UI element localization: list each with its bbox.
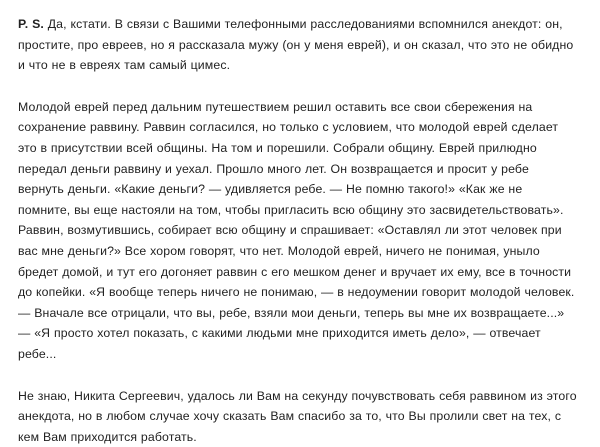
postscript-text: Да, кстати. В связи с Вашими телефонными расследованиями вспомнился анекдот: он, простите, про евреев, но я рассказала мужу (он у меня еврей), и он сказал, что это не обидно и что не в евреях там самый цимес. xyxy=(18,17,573,72)
paragraph-anecdote: Молодой еврей перед дальним путешествием решил оставить все свои сбережения на сохранение раввину. Раввин согласился, но только с условием, что молодой еврей сделает это в присутствии всей общины. На том и порешили. Собрали общину. Еврей прилюдно передал деньги раввину и уехал. Прошло много лет. Он возвращается и просит у ребе вернуть деньги. «Какие деньги? — удивляется ребе. — Не помню такого!» «Как же не помните, вы еще настояли на том, чтобы пригласить всю общину это засвидетельствовать». Раввин, возмутившись, собирает всю общину и спрашивает: «Оставлял ли этот человек при вас мне деньги?» Все хором говорят, что нет. Молодой еврей, ничего не понимая, уныло бредет домой, и тут его догоняет раввин с его мешком денег и вручает их ему, все в точности до копейки. «Я вообще теперь ничего не понимаю, — в недоумении говорит молодой человек. — Вначале все отрицали, что вы, ребе, взяли мои деньги, теперь вы мне их возвращаете...» — «Я просто хотел показать, с какими людьми мне приходится иметь дело», — отвечает ребе... xyxy=(18,97,578,365)
paragraph-postscript xyxy=(18,14,578,76)
paragraph-closing: Не знаю, Никита Сергеевич, удалось ли Вам на секунду почувствовать себя раввином из этого анекдота, но в любом случае хочу сказать Вам спасибо за то, что Вы пролили свет на тех, с кем Вам приходится работать. xyxy=(18,386,578,447)
postscript-label: P. S. xyxy=(18,17,44,31)
